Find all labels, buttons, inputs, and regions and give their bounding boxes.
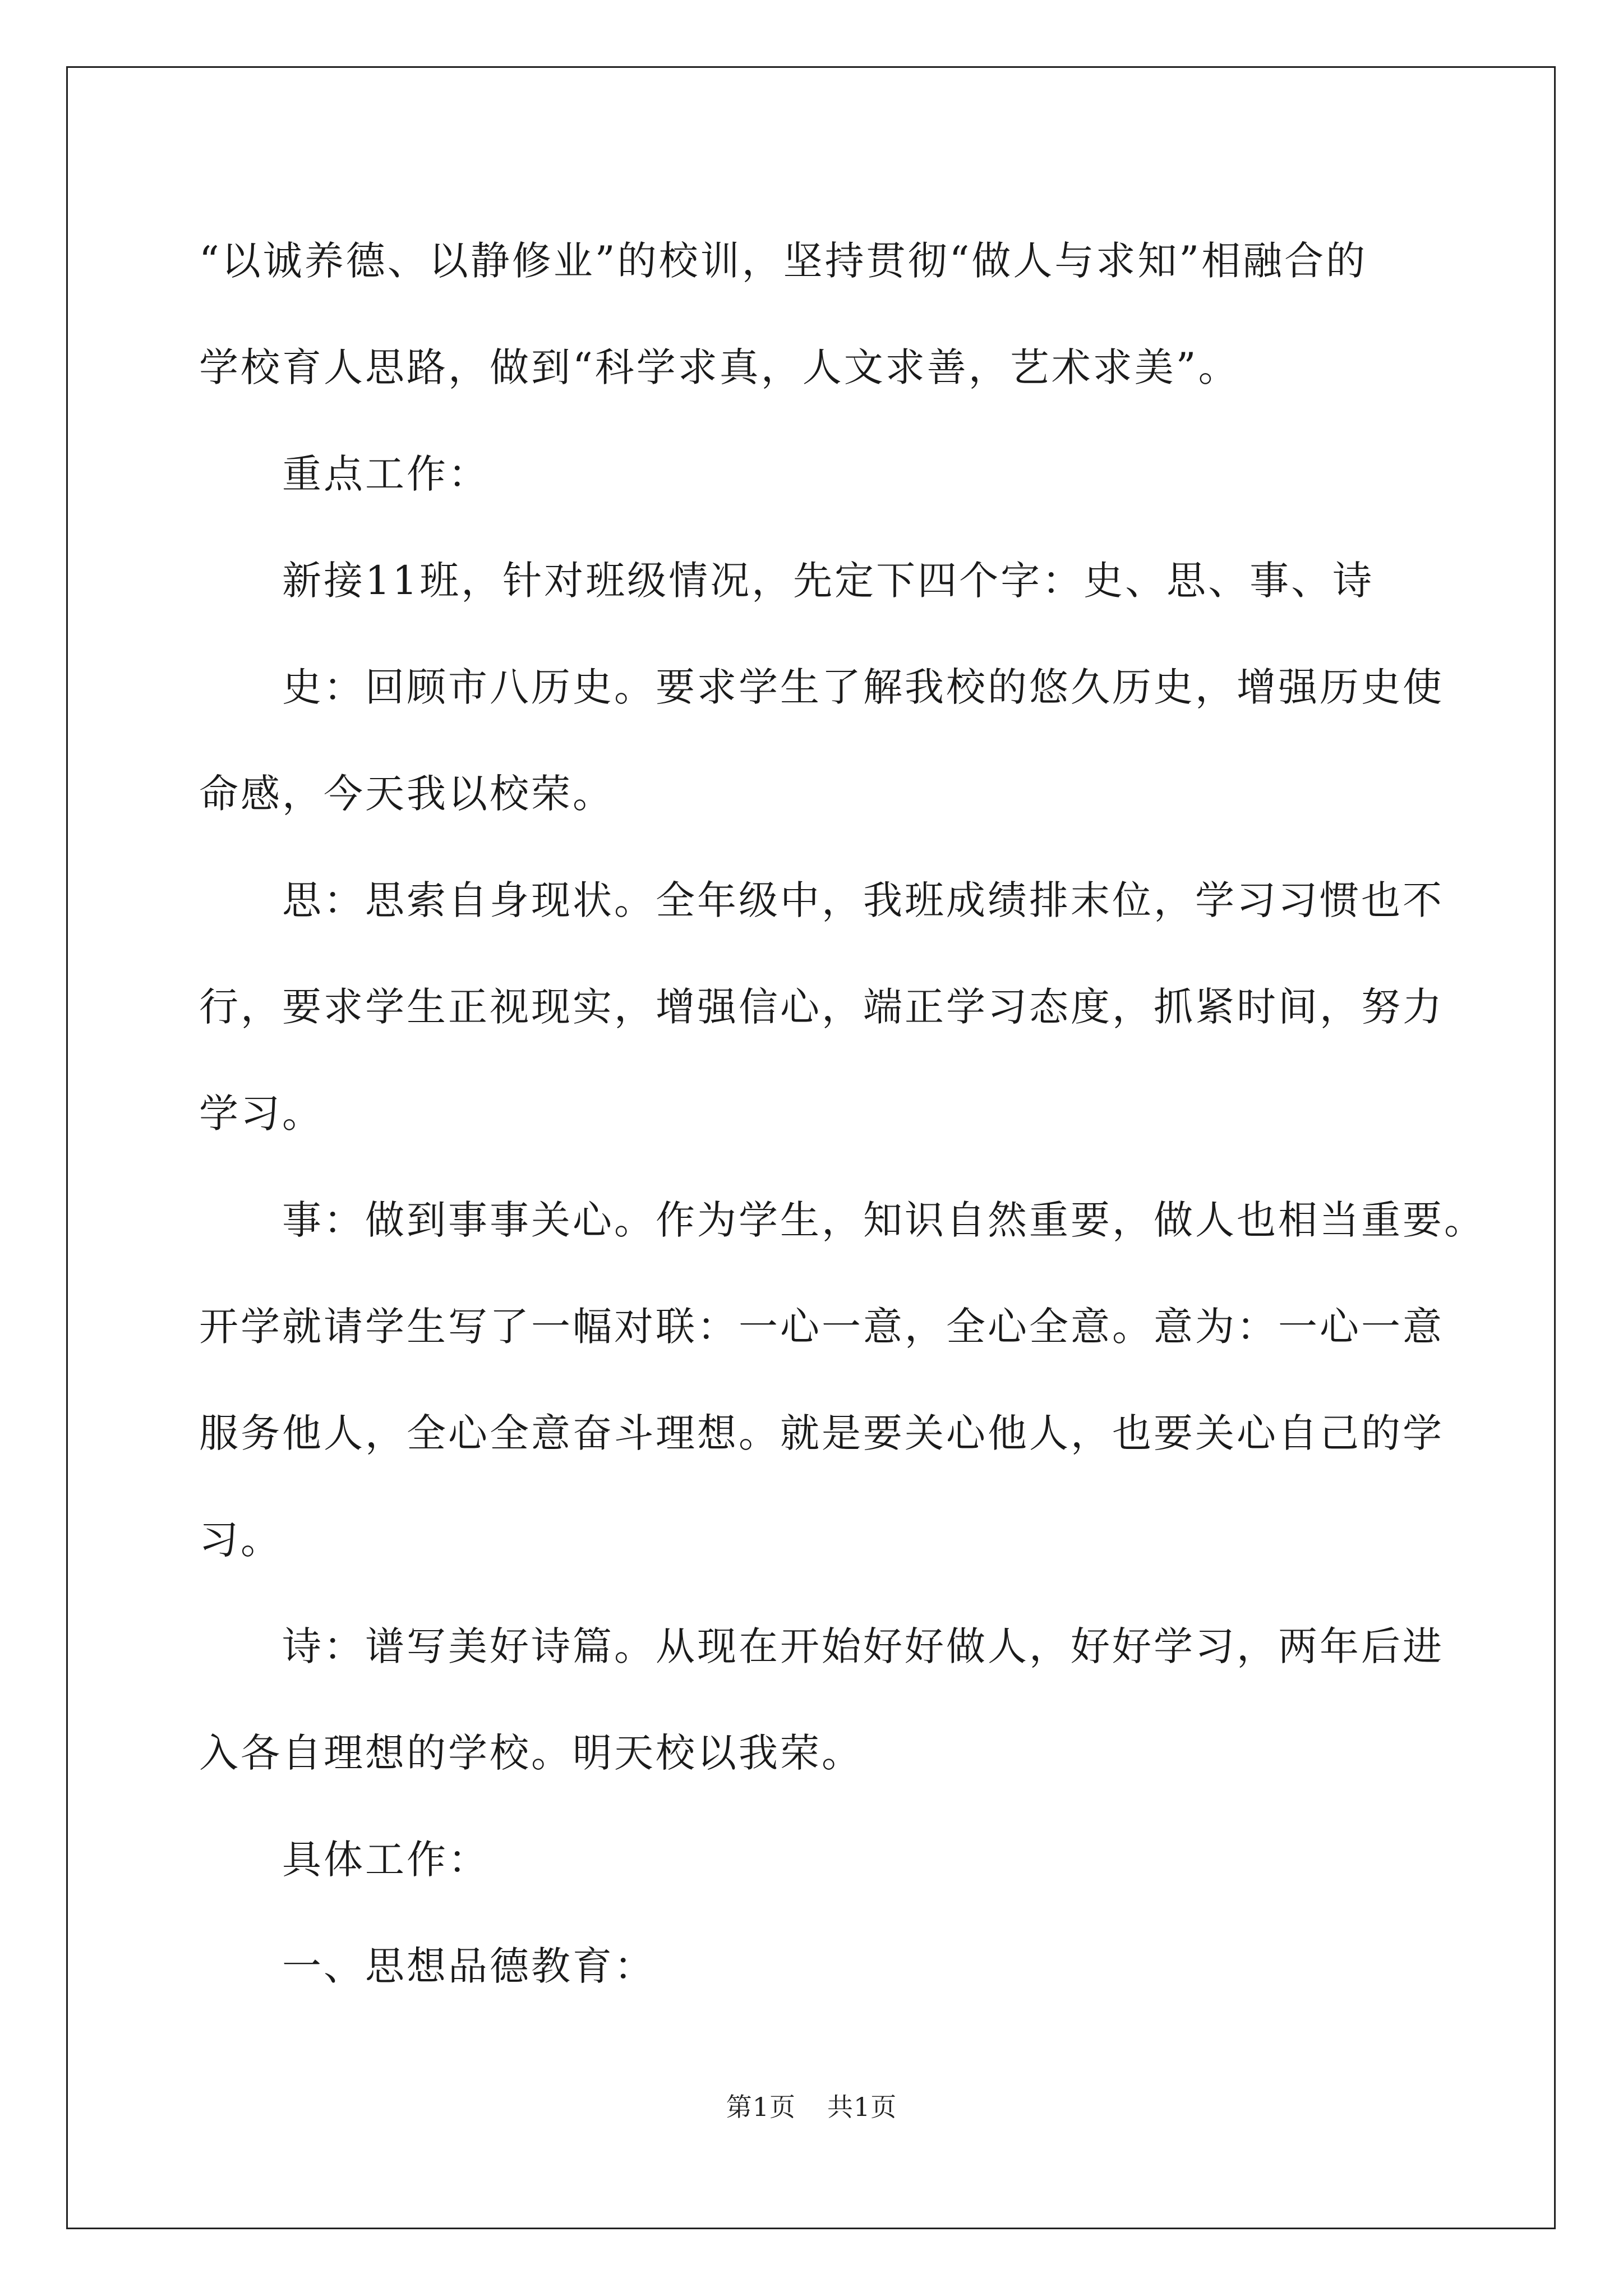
text-line: 重点工作： xyxy=(282,451,490,497)
text-line: 事：做到事事关心。作为学生，知识自然重要，做人也相当重要。 xyxy=(282,1197,1486,1243)
text-line: 习。 xyxy=(199,1517,282,1563)
document-body xyxy=(199,208,1486,2019)
paragraph xyxy=(199,421,1461,527)
paragraph xyxy=(199,208,1461,421)
text-line: 学习。 xyxy=(199,1091,324,1137)
paragraph xyxy=(199,1167,1486,1593)
text-line: 具体工作： xyxy=(282,1837,490,1883)
text-line: 服务他人，全心全意奋斗理想。就是要关心他人，也要关心自己的学 xyxy=(199,1410,1444,1456)
page-footer xyxy=(0,2087,1623,2124)
text-line: 命感，今天我以校荣。 xyxy=(199,771,614,817)
page-total: 共1页 xyxy=(827,2092,897,2122)
text-line: 史：回顾市八历史。要求学生了解我校的悠久历史，增强历史使 xyxy=(282,664,1444,710)
text-line: 行，要求学生正视现实，增强信心，端正学习态度，抓紧时间，努力 xyxy=(199,984,1444,1030)
paragraph xyxy=(199,847,1461,1167)
paragraph xyxy=(199,1913,1461,2019)
text-line: “以诚养德、以静修业”的校训，坚持贯彻“做人与求知”相融合的 xyxy=(199,238,1368,284)
paragraph xyxy=(199,527,1461,634)
text-line: 思：思索自身现状。全年级中，我班成绩排末位，学习习惯也不 xyxy=(282,877,1444,923)
page-number: 第1页 xyxy=(726,2092,796,2122)
text-line: 一、思想品德教育： xyxy=(282,1943,656,1989)
paragraph xyxy=(199,1806,1461,1913)
paragraph xyxy=(199,634,1461,847)
text-line: 诗：谱写美好诗篇。从现在开始好好做人，好好学习，两年后进 xyxy=(282,1623,1444,1669)
text-line: 学校育人思路，做到“科学求真，人文求善，艺术求美”。 xyxy=(199,344,1240,390)
text-line: 新接11班，针对班级情况，先定下四个字：史、思、事、诗 xyxy=(282,558,1375,604)
paragraph xyxy=(199,1593,1461,1806)
text-line: 开学就请学生写了一幅对联：一心一意，全心全意。意为：一心一意 xyxy=(199,1304,1444,1350)
text-line: 入各自理想的学校。明天校以我荣。 xyxy=(199,1730,863,1776)
